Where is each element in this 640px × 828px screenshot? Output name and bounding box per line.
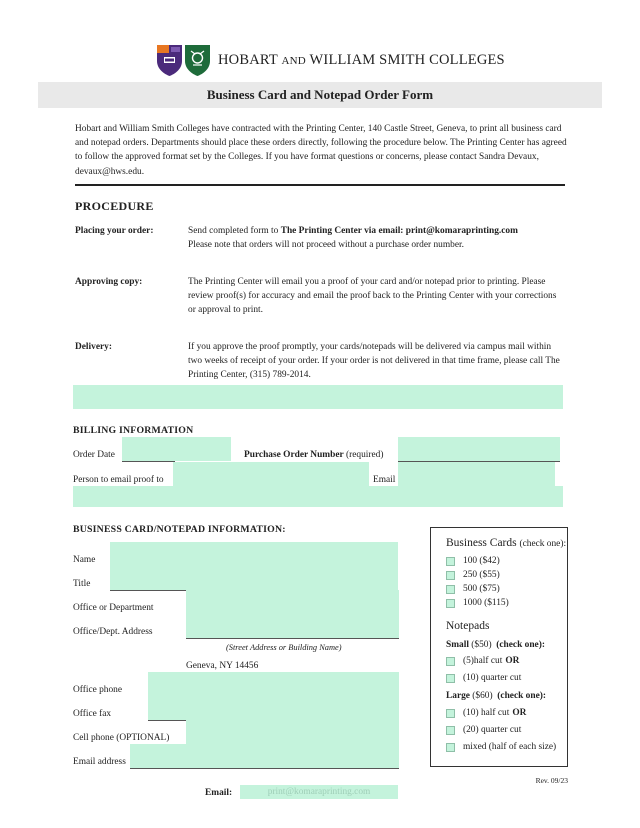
office-input[interactable]	[186, 590, 399, 614]
po-label-text: Purchase Order Number	[244, 450, 344, 460]
college-name	[218, 52, 505, 69]
option-label: 250 ($55)	[463, 570, 500, 580]
office-label: Office or Department	[73, 603, 154, 613]
procedure-heading: PROCEDURE	[75, 199, 154, 213]
title-input[interactable]	[110, 566, 398, 590]
divider	[75, 184, 565, 186]
email-address-label: Email address	[73, 757, 126, 767]
option-label: mixed (half of each size)	[463, 742, 557, 752]
email-label: Email	[373, 475, 396, 485]
checkbox[interactable]	[446, 571, 455, 580]
small-hint: (check one):	[496, 640, 545, 650]
approving-label: Approving copy:	[75, 277, 143, 287]
po-required: (required)	[346, 450, 384, 460]
checkbox[interactable]	[446, 657, 455, 666]
delivery-label: Delivery:	[75, 342, 112, 352]
name-input[interactable]	[110, 542, 398, 566]
address-input[interactable]	[186, 614, 399, 638]
po-number-input[interactable]	[398, 437, 560, 461]
footer-email-field[interactable]: print@komaraprinting.com	[240, 785, 398, 799]
blank-field[interactable]	[73, 385, 563, 409]
option-label: 1000 ($115)	[463, 598, 509, 608]
option-label: (20) quarter cut	[463, 725, 522, 735]
underline	[130, 768, 399, 769]
checkbox[interactable]	[446, 726, 455, 735]
email-proof-label: Person to email proof to	[73, 475, 164, 485]
shield-icon	[155, 43, 213, 77]
small-price: ($50)	[471, 640, 492, 650]
college-logo	[155, 43, 213, 77]
order-date-input[interactable]	[122, 437, 231, 461]
placing-text	[188, 224, 564, 252]
po-label	[244, 450, 383, 460]
small-option-quarter[interactable]	[446, 673, 521, 683]
large-label: Large	[446, 691, 470, 701]
underline	[122, 461, 175, 462]
large-price: ($60)	[472, 691, 493, 701]
checkbox[interactable]	[446, 743, 455, 752]
office-fax-label: Office fax	[73, 709, 112, 719]
address-label: Office/Dept. Address	[73, 627, 153, 637]
large-option-half[interactable]	[446, 708, 526, 718]
or-label: OR	[505, 656, 520, 666]
option-label: 100 ($42)	[463, 556, 500, 566]
approving-text: The Printing Center will email you a proof of your card and/or notepad prior to printing. Please review proof(s) for accuracy and email the proof back to the Printing Center with your corrections or approval to print.	[188, 277, 557, 316]
notepads-heading: Notepads	[446, 620, 490, 632]
large-hint: (check one):	[497, 691, 546, 701]
small-label: Small	[446, 640, 469, 650]
option-label: 500 ($75)	[463, 584, 500, 594]
billing-heading: BILLING INFORMATION	[73, 425, 194, 436]
option-label: (10) quarter cut	[463, 673, 522, 683]
city-text: Geneva, NY 14456	[186, 661, 259, 671]
cell-phone-input[interactable]	[186, 720, 399, 744]
or-label: OR	[512, 708, 527, 718]
order-date-label: Order Date	[73, 450, 115, 460]
email-address-input[interactable]	[130, 744, 399, 768]
office-fax-input[interactable]	[148, 696, 399, 720]
cards-heading	[446, 537, 566, 549]
revision-date: Rev. 09/23	[535, 776, 568, 785]
blank-field[interactable]	[73, 486, 563, 507]
office-phone-input[interactable]	[148, 672, 399, 696]
large-option-mixed[interactable]	[446, 742, 556, 752]
cards-option-500[interactable]	[446, 584, 500, 594]
cards-hint: (check one):	[519, 539, 567, 549]
title-bar	[38, 82, 602, 108]
cards-option-100[interactable]	[446, 556, 500, 566]
address-caption: (Street Address or Building Name)	[226, 643, 342, 652]
large-heading	[446, 691, 546, 701]
title-label: Title	[73, 579, 91, 589]
form-title: Business Card and Notepad Order Form	[206, 87, 434, 102]
cards-option-250[interactable]	[446, 570, 500, 580]
name-label: Name	[73, 555, 96, 565]
checkbox[interactable]	[446, 674, 455, 683]
option-label: (10) half cut	[463, 708, 510, 718]
checkbox[interactable]	[446, 599, 455, 608]
cards-option-1000[interactable]	[446, 598, 509, 608]
small-heading	[446, 640, 545, 650]
college-name-part: WILLIAM SMITH COLLEGES	[309, 52, 505, 68]
card-info-heading: BUSINESS CARD/NOTEPAD INFORMATION:	[73, 524, 286, 535]
cell-phone-label: Cell phone (OPTIONAL)	[73, 733, 170, 743]
order-options-box	[430, 527, 568, 767]
college-name-and: AND	[281, 55, 306, 67]
checkbox[interactable]	[446, 585, 455, 594]
college-name-part: HOBART	[218, 52, 278, 68]
placing-text-part: Send completed form to	[188, 226, 281, 236]
intro-paragraph: Hobart and William Smith Colleges have contracted with the Printing Center, 140 Castle Street, Geneva, to print all business card and notepad orders. Departments should place these orders directly, following the procedure below. The Printing Center has agreed to follow the approved format set by the Colleges. If you have format questions or concerns, please contact Sandra Devaux, devaux@hws.edu.	[75, 124, 567, 177]
option-label: (5)half cut	[463, 656, 503, 666]
checkbox[interactable]	[446, 709, 455, 718]
underline	[186, 638, 399, 639]
office-phone-label: Office phone	[73, 685, 123, 695]
cards-heading-text: Business Cards	[446, 537, 517, 549]
checkbox[interactable]	[446, 557, 455, 566]
placing-label: Placing your order:	[75, 226, 154, 236]
placing-text-part: Please note that orders will not proceed without a purchase order number.	[188, 240, 464, 251]
large-option-quarter[interactable]	[446, 725, 521, 735]
footer-email-label: Email:	[205, 788, 233, 798]
small-option-half[interactable]	[446, 656, 519, 666]
email-input[interactable]	[398, 462, 555, 486]
printing-center-email: The Printing Center via email: print@komaraprinting.com	[280, 226, 518, 236]
email-proof-input[interactable]	[173, 462, 369, 486]
delivery-text: If you approve the proof promptly, your cards/notepads will be delivered via campus mail within two weeks of receipt of your order. If your order is not delivered in that time frame, please call The Printing Center, (315) 789-2014.	[188, 342, 560, 381]
